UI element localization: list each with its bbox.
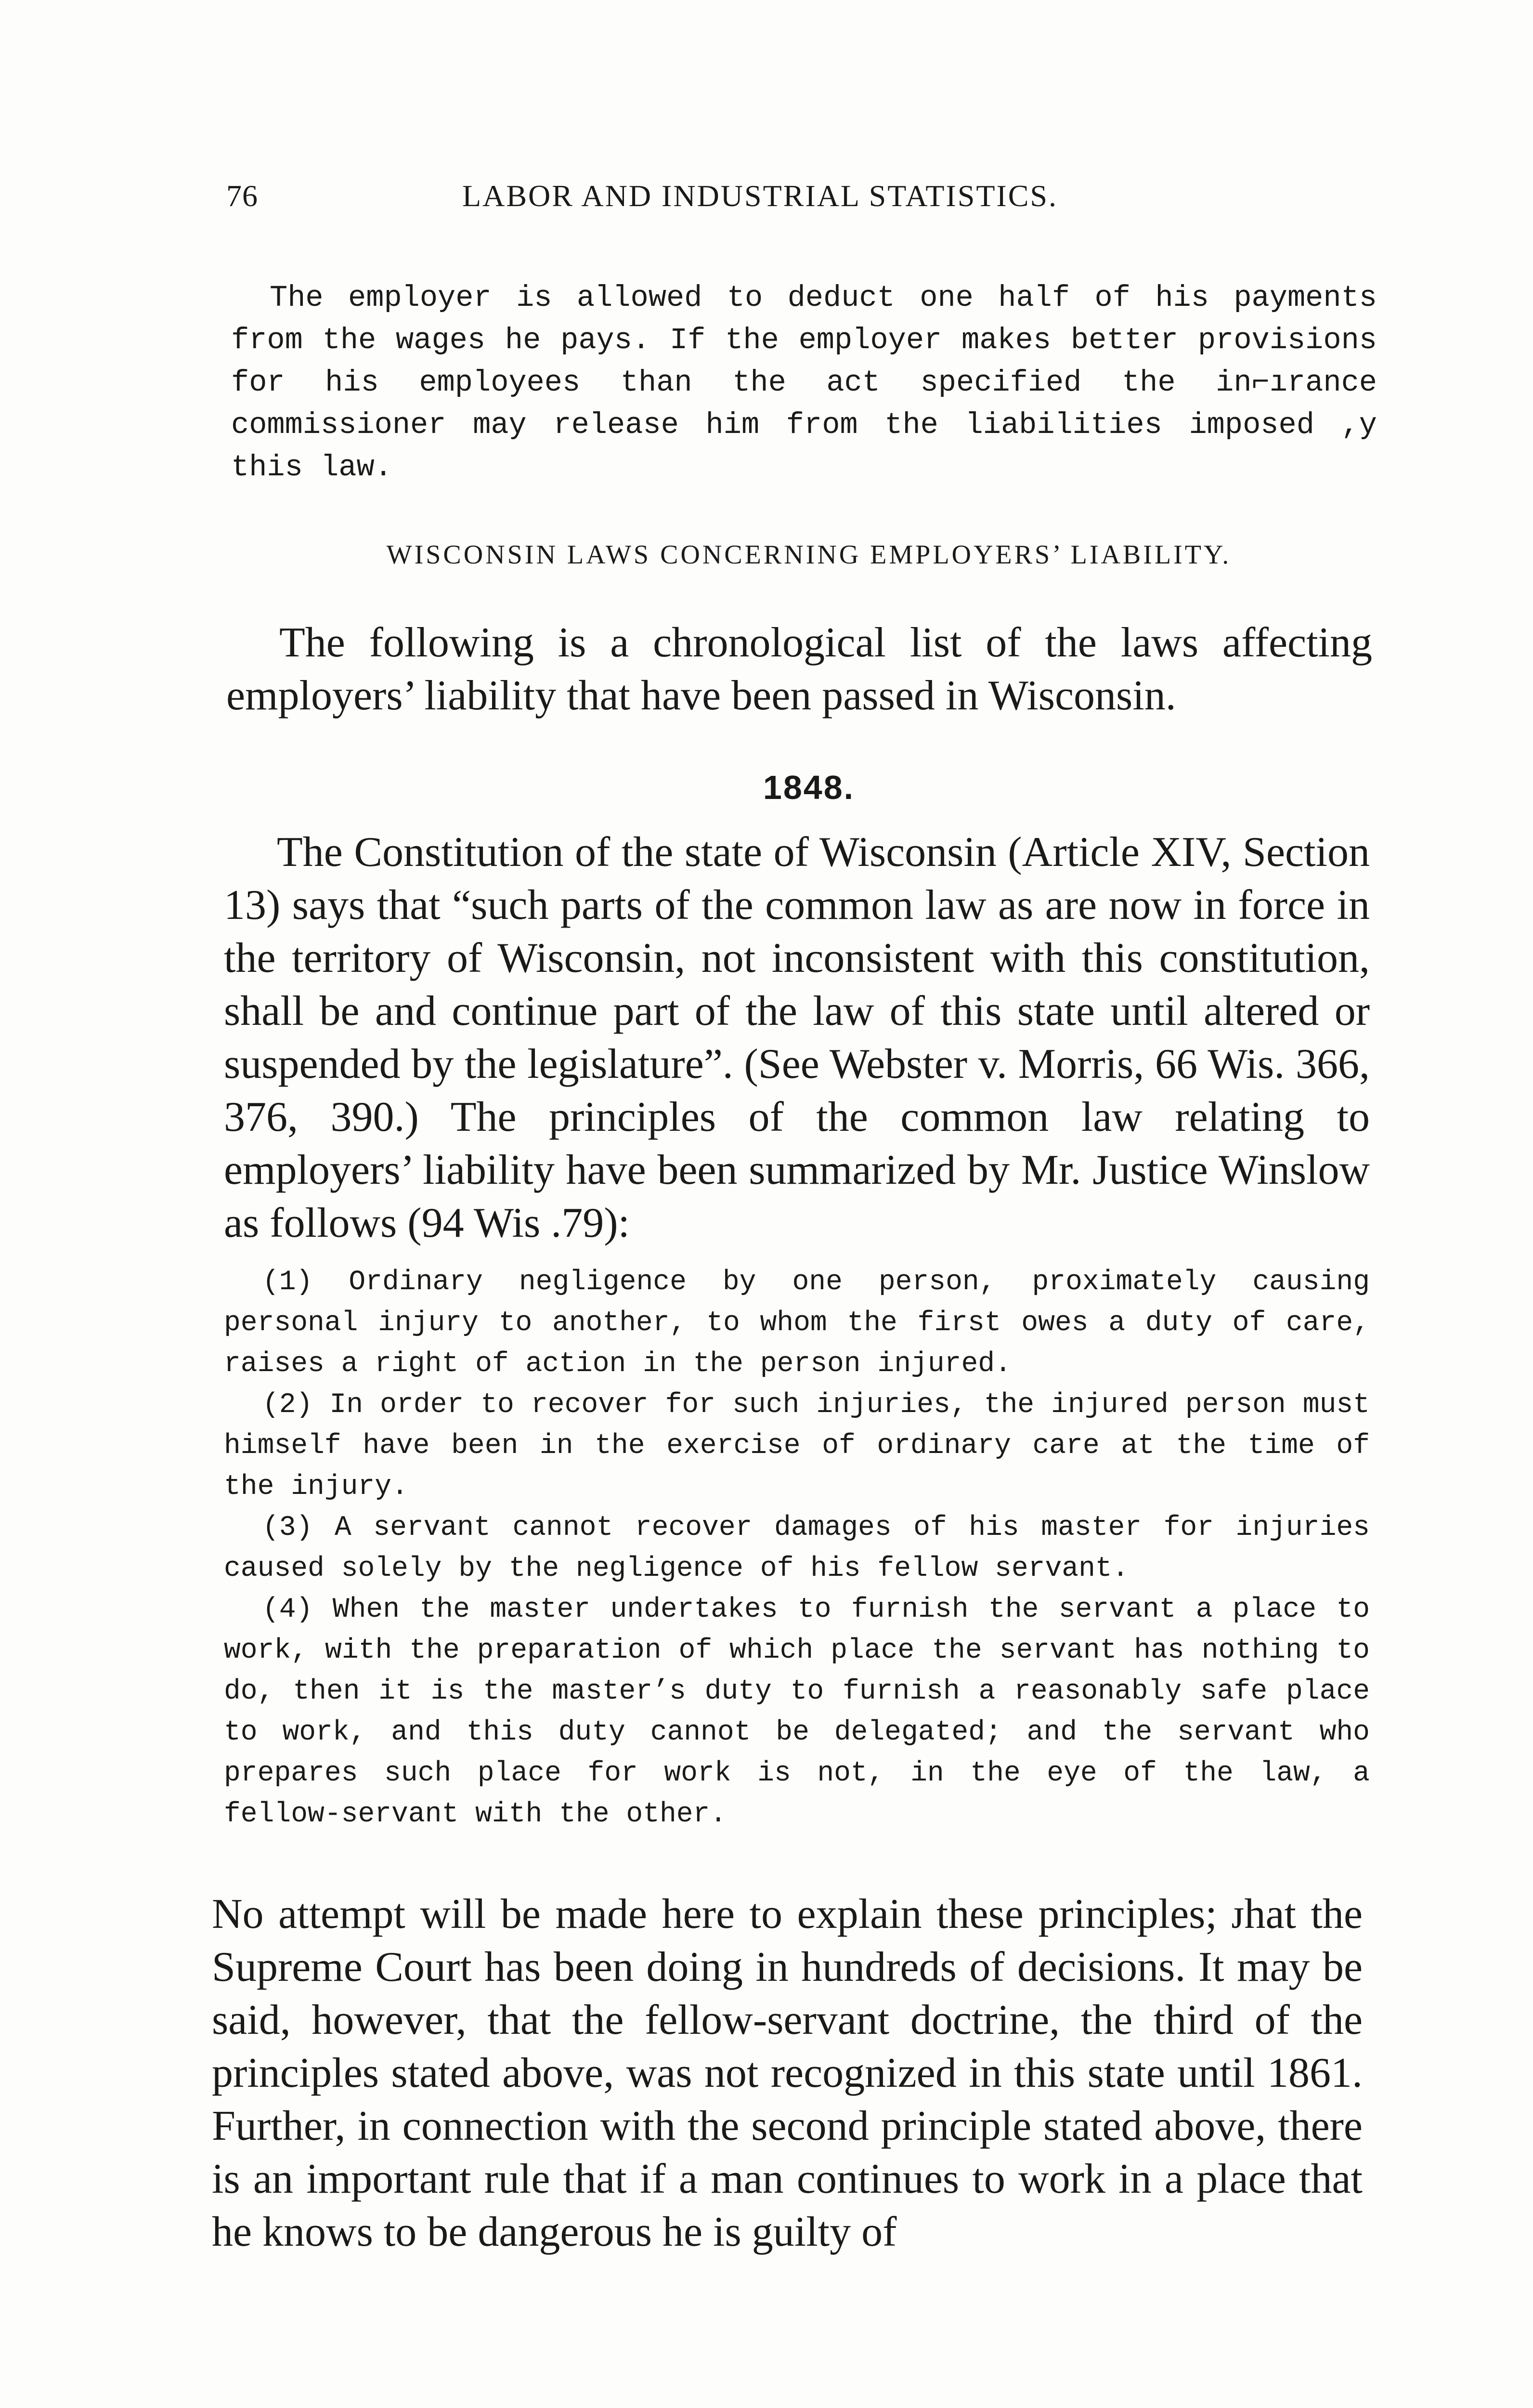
- principle-item: (3) A servant cannot recover damages of his master for injuries caused solely by the negligence of his fellow servant.: [224, 1512, 1370, 1584]
- section-heading: WISCONSIN LAWS CONCERNING EMPLOYERS’ LIABILITY.: [386, 540, 1232, 570]
- section-intro: [226, 616, 1372, 722]
- running-title: LABOR AND INDUSTRIAL STATISTICS.: [462, 179, 1058, 213]
- section-intro-paragraph: The following is a chronological list of the laws affecting employers’ liability that have been passed in Wisconsin.: [226, 619, 1372, 719]
- intro-note-paragraph: The employer is allowed to deduct one half of his payments from the wages he pays. If the employer makes better provisions for his employees than the act specified the in⌐ırance commissioner may release him from the liabilities imposed ,y this law.: [231, 281, 1377, 484]
- closing-paragraph-text: No attempt will be made here to explain these principles; ᴊhat the Supreme Court has been doing in hundreds of decisions. It may be said, however, that the fellow-servant doctrine, the third of the principles stated above, was not recognized in this state until 1861. Further, in connection with the second principle stated above, there is an important rule that if a man continues to work in a place that he knows to be dangerous he is guilty of: [212, 1891, 1363, 2255]
- constitution-paragraph-text: The Constitution of the state of Wisconsin (Article XIV, Section 13) says that “such parts of the common law as are now in force in the territory of Wisconsin, not inconsistent with this constitution, shall be and continue part of the law of this state until altered or suspended by the legislature”. (See Webster v. Morris, 66 Wis. 366, 376, 390.) The principles of the common law relating to employers’ liability have been summarized by Mr. Justice Winslow as follows (94 Wis .79):: [224, 829, 1370, 1246]
- year-heading: 1848.: [763, 769, 855, 806]
- principle-item: (2) In order to recover for such injuries, the injured person must himself have been in the exercise of ordinary care at the time of the injury.: [224, 1389, 1370, 1503]
- principle-item: (1) Ordinary negligence by one person, proximately causing personal injury to another, to whom the first owes a duty of care, raises a right of action in the person injured.: [224, 1267, 1370, 1380]
- page-number: 76: [226, 179, 258, 213]
- principles-list: [224, 1262, 1370, 1835]
- principle-item: (4) When the master undertakes to furnish the servant a place to work, with the preparation of which place the servant has nothing to do, then it is the master’s duty to furnish a reasonably safe place to work, and this duty cannot be delegated; and the servant who prepares such place for work is not, in the eye of the law, a fellow-servant with the other.: [224, 1594, 1370, 1830]
- constitution-paragraph: [224, 826, 1370, 1250]
- closing-paragraph: [212, 1888, 1363, 2259]
- running-head: [226, 178, 1189, 236]
- intro-note: [231, 277, 1377, 489]
